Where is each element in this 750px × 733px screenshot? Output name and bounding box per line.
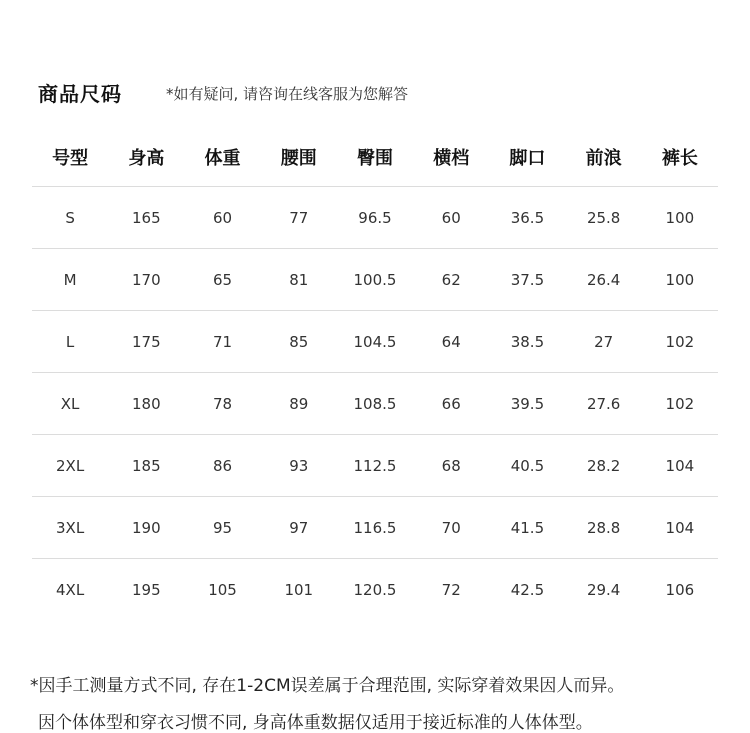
column-header: 前浪 (566, 128, 642, 187)
table-cell: 81 (261, 249, 337, 311)
table-cell: 37.5 (489, 249, 565, 311)
table-cell: 185 (108, 435, 184, 497)
table-cell: 62 (413, 249, 489, 311)
table-cell: 26.4 (566, 249, 642, 311)
table-cell: 190 (108, 497, 184, 559)
column-header: 身高 (108, 128, 184, 187)
table-cell: 85 (261, 311, 337, 373)
table-cell: 100 (642, 187, 718, 249)
table-cell: 68 (413, 435, 489, 497)
table-cell: 108.5 (337, 373, 413, 435)
table-row (32, 373, 718, 435)
table-cell: XL (32, 373, 108, 435)
table-cell: 77 (261, 187, 337, 249)
table-cell: 165 (108, 187, 184, 249)
column-header: 腰围 (261, 128, 337, 187)
table-cell: 102 (642, 311, 718, 373)
table-cell: 175 (108, 311, 184, 373)
table-cell: 41.5 (489, 497, 565, 559)
table-cell: S (32, 187, 108, 249)
table-cell: 39.5 (489, 373, 565, 435)
table-cell: 71 (184, 311, 260, 373)
table-cell: 106 (665, 580, 695, 599)
table-cell: 78 (184, 373, 260, 435)
table-cell: 25.8 (566, 187, 642, 249)
table-cell: 72 (441, 580, 461, 599)
table-cell: 66 (413, 373, 489, 435)
table-row (32, 435, 718, 497)
table-cell: 100.5 (337, 249, 413, 311)
table-cell: 170 (108, 249, 184, 311)
table-cell: 104.5 (337, 311, 413, 373)
table-cell: 27.6 (566, 373, 642, 435)
table-cell: 116.5 (337, 497, 413, 559)
column-header: 裤长 (642, 128, 718, 187)
table-body (32, 187, 718, 621)
table-cell: 104 (642, 435, 718, 497)
table-cell: 36.5 (489, 187, 565, 249)
table-cell: 97 (261, 497, 337, 559)
column-header: 体重 (184, 128, 260, 187)
table-row (32, 559, 718, 621)
table-cell: 3XL (32, 497, 108, 559)
size-table (32, 128, 718, 620)
table-cell: 29.4 (586, 580, 621, 599)
table-cell: 27 (566, 311, 642, 373)
table-cell: 102 (642, 373, 718, 435)
table-cell: 42.5 (510, 580, 545, 599)
table-row (32, 497, 718, 559)
table-cell: 180 (108, 373, 184, 435)
table-cell: 120.5 (353, 580, 397, 599)
table-cell: 101 (284, 580, 314, 599)
table-cell: 70 (413, 497, 489, 559)
note-line-2: 因个体体型和穿衣习惯不同, 身高体重数据仅适用于接近标准的人体体型。 (38, 713, 593, 733)
page-title: 商品尺码 (38, 81, 122, 106)
table-cell: 28.8 (566, 497, 642, 559)
table-cell: 100 (642, 249, 718, 311)
table-cell: 60 (184, 187, 260, 249)
table-cell: 64 (413, 311, 489, 373)
note-line-1: *因手工测量方式不同, 存在1-2CM误差属于合理范围, 实际穿着效果因人而异。 (30, 676, 625, 696)
page-subtitle: *如有疑问, 请咨询在线客服为您解答 (166, 84, 409, 103)
table-cell: 89 (261, 373, 337, 435)
table-cell: 65 (184, 249, 260, 311)
header (38, 76, 408, 108)
table-row (32, 249, 718, 311)
table-row (32, 187, 718, 249)
table-cell: 95 (184, 497, 260, 559)
column-header: 臀围 (337, 128, 413, 187)
table-header-row (32, 128, 718, 187)
table-cell: 112.5 (337, 435, 413, 497)
table-cell: 2XL (32, 435, 108, 497)
table-cell: 60 (413, 187, 489, 249)
table-cell: 195 (132, 580, 161, 599)
table-cell: 40.5 (489, 435, 565, 497)
column-header: 脚口 (489, 128, 565, 187)
table-cell: 86 (184, 435, 260, 497)
table-row (32, 311, 718, 373)
table-cell: L (32, 311, 108, 373)
column-header: 横档 (413, 128, 489, 187)
table-cell: 4XL (56, 580, 85, 599)
table-cell: 96.5 (337, 187, 413, 249)
table-cell: 28.2 (566, 435, 642, 497)
table-cell: 104 (642, 497, 718, 559)
table-cell: 93 (261, 435, 337, 497)
table-cell: M (32, 249, 108, 311)
table-cell: 38.5 (489, 311, 565, 373)
column-header: 号型 (32, 128, 108, 187)
table-cell: 105 (208, 580, 237, 599)
